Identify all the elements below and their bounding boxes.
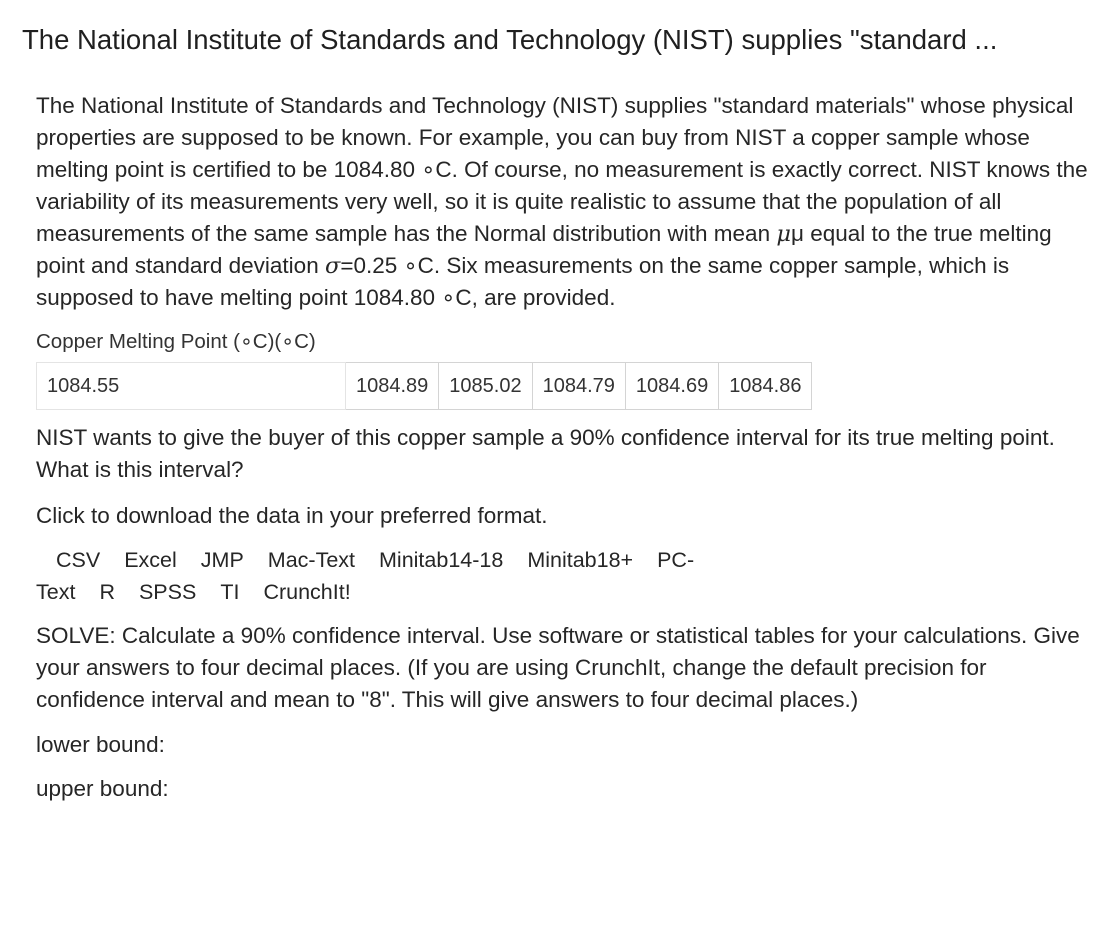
download-link-ti[interactable]: TI [220, 580, 240, 604]
table-cell: 1085.02 [439, 363, 532, 410]
page-title: The National Institute of Standards and Technology (NIST) supplies "standard ... [22, 24, 998, 55]
download-link-csv[interactable]: CSV [56, 548, 101, 572]
download-link-minitab18plus[interactable]: Minitab18+ [527, 548, 634, 572]
sigma-symbol: σ [324, 253, 341, 279]
problem-content [36, 90, 1096, 806]
download-link-r[interactable]: R [99, 580, 115, 604]
table-cell: 1084.89 [346, 363, 439, 410]
table-row [37, 363, 812, 410]
download-link-jmp[interactable]: JMP [200, 548, 244, 572]
data-table [36, 362, 812, 410]
table-cell: 1084.86 [719, 363, 812, 410]
lower-bound-label: lower bound: [36, 732, 165, 757]
intro-text-3: =0.25 ∘C. Six measurements on the same copper sample, which is supposed to have melting point 1084.80 ∘C, are provided. [36, 253, 1010, 310]
download-link-minitab14-18[interactable]: Minitab14-18 [379, 548, 504, 572]
question-text: NIST wants to give the buyer of this copper sample a 90% confidence interval for its true melting point. What is this interval? [36, 425, 1055, 482]
table-cell: 1084.55 [37, 363, 346, 410]
mu-plain: μ [790, 221, 804, 246]
download-intro: Click to download the data in your preferred format. [36, 503, 548, 528]
mu-symbol: μ [776, 221, 791, 247]
problem-intro [36, 90, 1096, 314]
download-link-excel[interactable]: Excel [124, 548, 177, 572]
table-label: Copper Melting Point (∘C)(∘C) [36, 330, 316, 353]
download-link-mac-text[interactable]: Mac-Text [267, 548, 356, 572]
download-link-crunchit[interactable]: CrunchIt! [263, 580, 351, 604]
download-link-pc-text[interactable]: PC-Text [36, 548, 695, 604]
download-formats [36, 544, 836, 608]
intro-text-1: The National Institute of Standards and Technology (NIST) supplies "standard materials" whose physical properties are supposed to be known. For example, you can buy from NIST a copper sample whose melting point is certified to be 1084.80 ∘C. Of course, no measurement is exactly correct. NIST knows the variability of its measurements very well, so it is quite realistic to assume that the population of all measurements of the same sample has the Normal distribution with mean [36, 93, 1088, 246]
table-cell: 1084.79 [532, 363, 625, 410]
download-link-spss[interactable]: SPSS [138, 580, 197, 604]
upper-bound-label: upper bound: [36, 776, 169, 801]
table-cell: 1084.69 [625, 363, 718, 410]
intro-text-2: equal to the true melting point and standard deviation [36, 221, 1052, 278]
solve-instructions: SOLVE: Calculate a 90% confidence interval. Use software or statistical tables for your calculations. Give your answers to four decimal places. (If you are using CrunchIt, change the default precision for confidence interval and mean to "8". This will give answers to four decimal places.) [36, 623, 1080, 712]
